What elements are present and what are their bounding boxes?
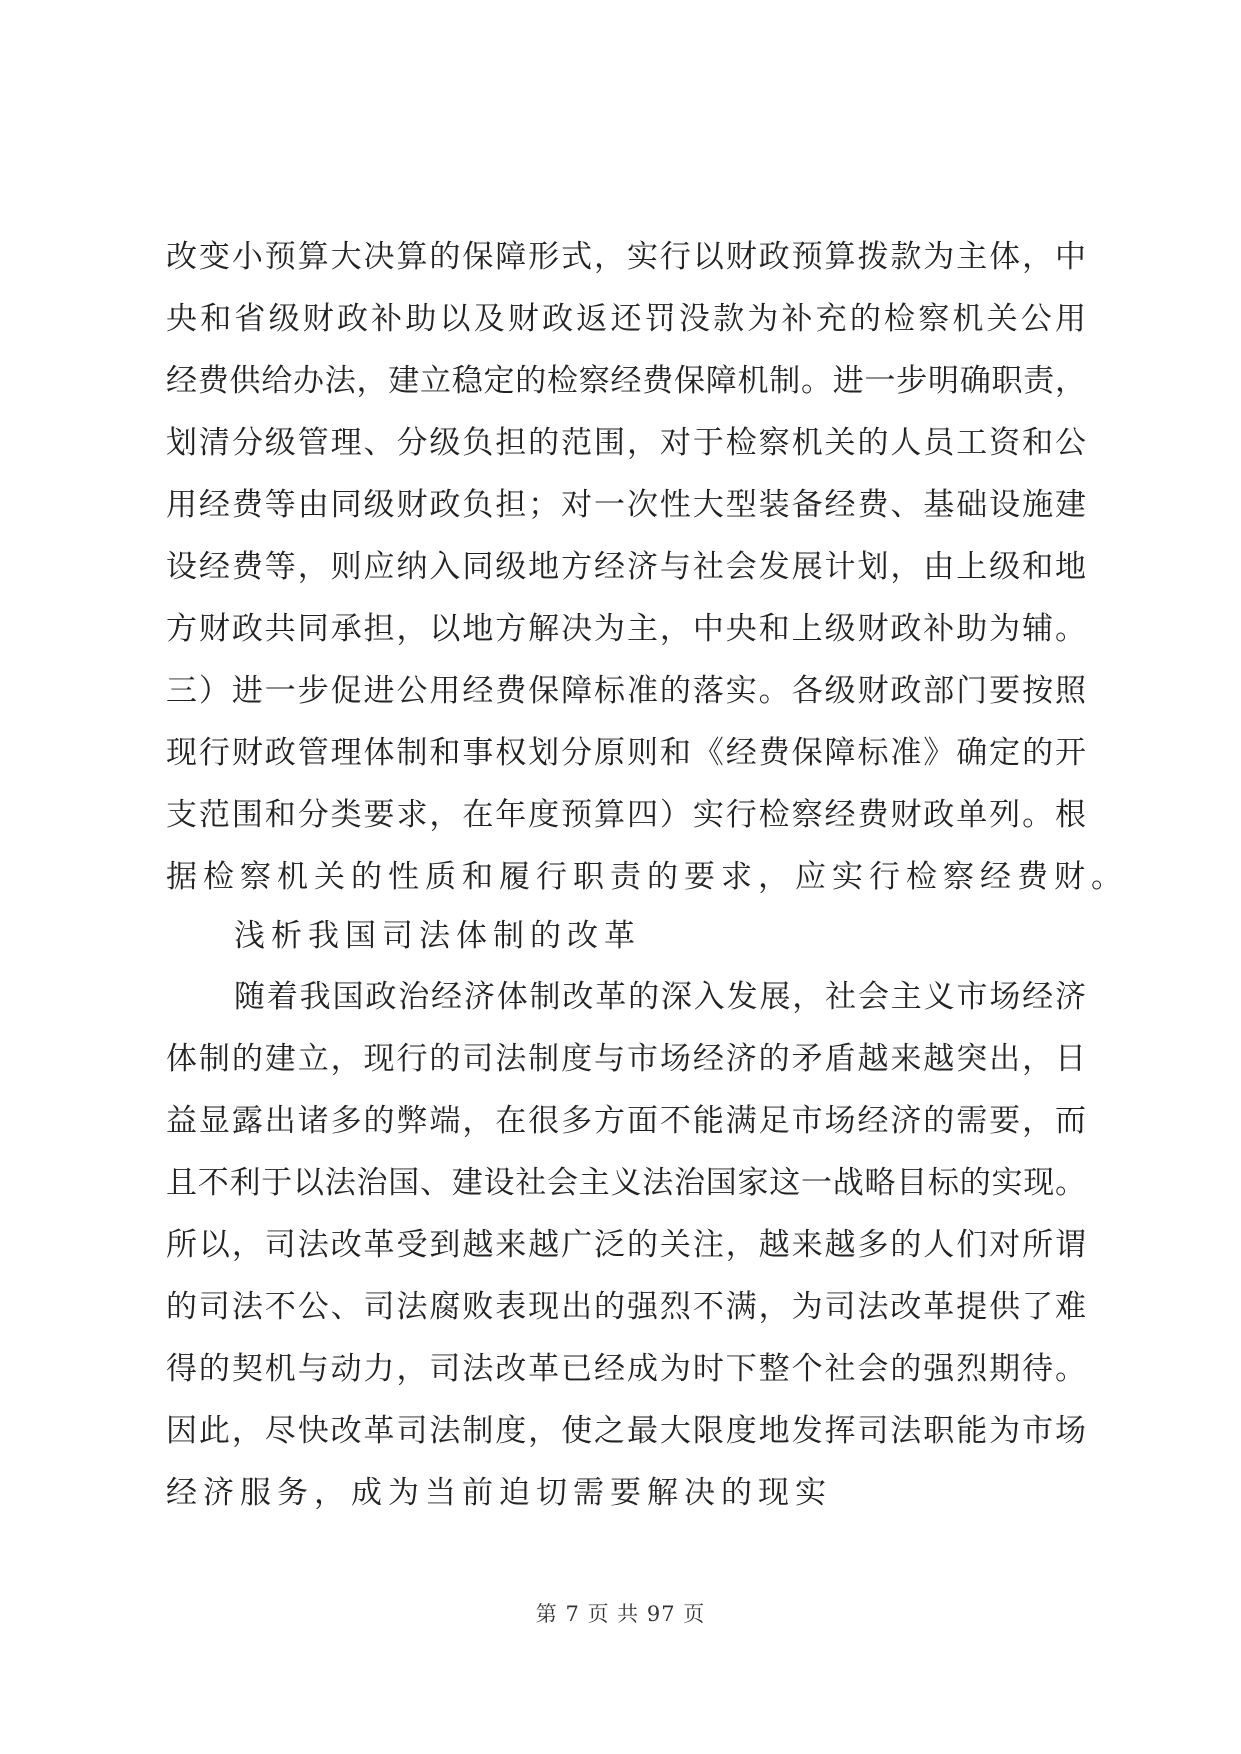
text-line: 三）进一步促进公用经费保障标准的落实。各级财政部门要按照 xyxy=(166,673,1086,709)
paragraph-2 xyxy=(166,966,1086,1524)
text-line: 体制的建立，现行的司法制度与市场经济的矛盾越来越突出，日 xyxy=(166,1041,1086,1077)
text-line: 因此，尽快改革司法制度，使之最大限度地发挥司法职能为市场 xyxy=(166,1413,1086,1449)
section-heading-block xyxy=(166,905,1086,967)
paragraph-1 xyxy=(166,226,1128,908)
text-line: 经济服务，成为当前迫切需要解决的现实 xyxy=(166,1475,832,1511)
text-line: 益显露出诸多的弊端，在很多方面不能满足市场经济的需要，而 xyxy=(166,1103,1086,1139)
text-line: 据检察机关的性质和履行职责的要求，应实行检察经费财。 xyxy=(166,859,1128,895)
text-line: 的司法不公、司法腐败表现出的强烈不满，为司法改革提供了难 xyxy=(166,1289,1086,1325)
text-line: 央和省级财政补助以及财政返还罚没款为补充的检察机关公用 xyxy=(166,301,1086,337)
text-line: 现行财政管理体制和事权划分原则和《经费保障标准》确定的开 xyxy=(166,735,1086,771)
text-line: 用经费等由同级财政负担；对一次性大型装备经费、基础设施建 xyxy=(166,487,1086,523)
text-line: 划清分级管理、分级负担的范围，对于检察机关的人员工资和公 xyxy=(166,425,1086,461)
text-line: 得的契机与动力，司法改革已经成为时下整个社会的强烈期待。 xyxy=(166,1351,1086,1387)
text-line: 支范围和分类要求，在年度预算四）实行检察经费财政单列。根 xyxy=(166,797,1086,833)
section-heading: 浅析我国司法体制的改革 xyxy=(234,918,641,954)
text-line: 且不利于以法治国、建设社会主义法治国家这一战略目标的实现。 xyxy=(166,1165,1086,1201)
page-footer xyxy=(0,1598,1241,1628)
text-line: 设经费等，则应纳入同级地方经济与社会发展计划，由上级和地 xyxy=(166,549,1086,585)
text-line: 随着我国政治经济体制改革的深入发展，社会主义市场经济 xyxy=(234,979,1086,1015)
text-line: 所以，司法改革受到越来越广泛的关注，越来越多的人们对所谓 xyxy=(166,1227,1086,1263)
page-number-label: 第 7 页 共 97 页 xyxy=(535,1602,706,1626)
text-line: 改变小预算大决算的保障形式，实行以财政预算拨款为主体，中 xyxy=(166,239,1086,275)
text-line: 经费供给办法，建立稳定的检察经费保障机制。进一步明确职责， xyxy=(166,363,1086,399)
text-line: 方财政共同承担，以地方解决为主，中央和上级财政补助为辅。 xyxy=(166,611,1086,647)
